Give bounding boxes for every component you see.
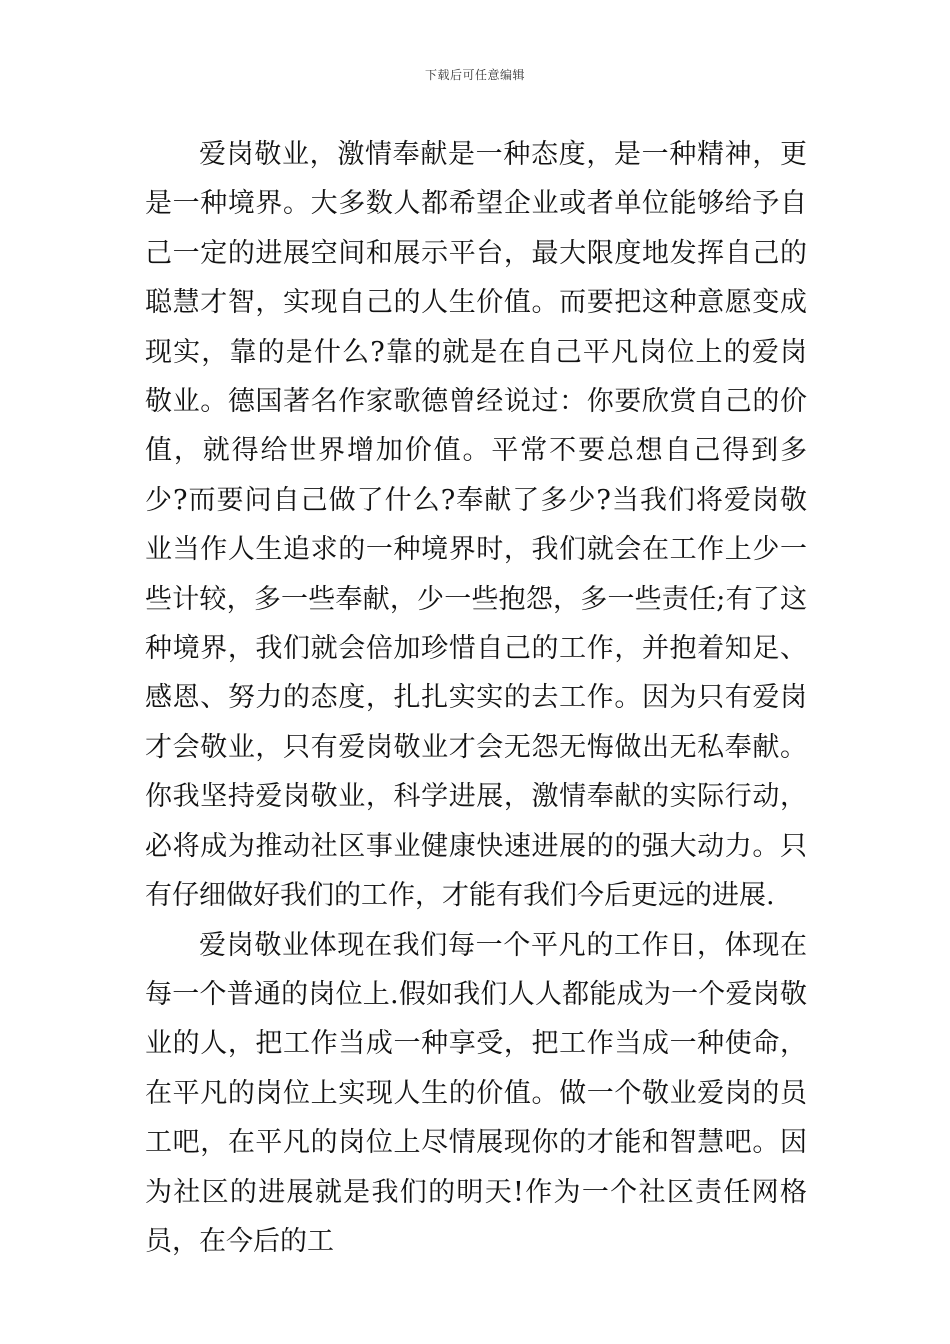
header-note: 下载后可任意编辑 [424,68,525,82]
paragraph-2: 爱岗敬业体现在我们每一个平凡的工作日，体现在每一个普通的岗位上.假如我们人人都能成为一个爱岗敬业的人，把工作当成一种享受，把工作当成一种使命，在平凡的岗位上实现人生的价值。做一个敬业爱岗的员工吧，在平凡的岗位上尽情展现你的才能和智慧吧。因为社区的进展就是我们的明天!作为一个社区责任网格员，在今后的工 [145,929,807,1257]
document-body [145,130,807,1266]
paragraph-1: 爱岗敬业，激情奉献是一种态度，是一种精神，更是一种境界。大多数人都希望企业或者单位能够给予自己一定的进展空间和展示平台，最大限度地发挥自己的聪慧才智，实现自己的人生价值。而要把这种意愿变成现实，靠的是什么?靠的就是在自己平凡岗位上的爱岗敬业。德国著名作家歌德曾经说过：你要欣赏自己的价值，就得给世界增加价值。平常不要总想自己得到多少?而要问自己做了什么?奉献了多少?当我们将爱岗敬业当作人生追求的一种境界时，我们就会在工作上少一些计较，多一些奉献，少一些抱怨，多一些责任;有了这种境界，我们就会倍加珍惜自己的工作，并抱着知足、感恩、努力的态度，扎扎实实的去工作。因为只有爱岗才会敬业，只有爱岗敬业才会无怨无悔做出无私奉献。你我坚持爱岗敬业，科学进展，激情奉献的实际行动，必将成为推动社区事业健康快速进展的的强大动力。只有仔细做好我们的工作，才能有我们今后更远的进展. [145,139,807,912]
